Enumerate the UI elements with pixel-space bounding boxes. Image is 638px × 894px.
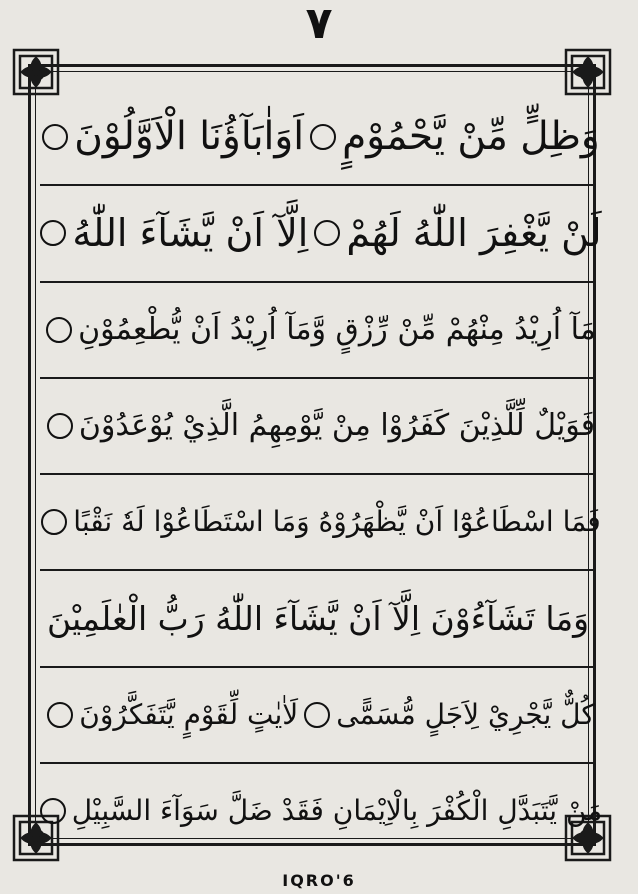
verse-segment: اِلَّآ اَنْ يَّشَآءَ اللّٰهُ [72,210,309,255]
verse-segment: وَمَا تَشَآءُوْنَ اِلَّآ اَنْ يَّشَآءَ اللّٰهُ رَبُّ الْعٰلَمِيْنَ [46,598,590,638]
verse-stop-icon [42,124,68,150]
verse-line-5 [40,475,601,571]
verse-segment: فَوَيْلٌ لِّلَّذِيْنَ كَفَرُوْا مِنْ يَّوْمِهِمُ الَّذِيْ يُوْعَدُوْنَ [78,407,596,443]
verse-line-1 [40,90,600,186]
verse-line-7 [40,668,596,764]
verse-stop-icon [304,702,330,728]
verse-segment: فَمَا اسْطَاعُوْٓا اَنْ يَّظْهَرُوْهُ وَمَا اسْتَطَاعُوْا لَهٗ نَقْبًا [73,505,601,539]
verse-lines [40,90,603,858]
verse-line-4 [40,379,596,475]
book-title-footer: IQRO'6 [282,871,356,890]
verse-segment: كُلٌّ يَّجْرِيْ لِاَجَلٍ مُّسَمًّى [336,697,595,731]
verse-stop-icon [310,124,336,150]
verse-stop-icon [41,509,67,535]
verse-line-2 [40,186,602,282]
verse-stop-icon [314,220,340,246]
verse-stop-icon [47,413,73,439]
verse-segment: مَآ اُرِيْدُ مِنْهُمْ مِّنْ رِّزْقٍ وَّمَآ اُرِيْدُ اَنْ يُّطْعِمُوْنِ [78,311,596,347]
verse-stop-icon [47,702,73,728]
verse-line-8 [40,764,603,858]
verse-stop-icon [40,798,66,824]
verse-line-6 [40,571,596,667]
ornamental-frame [10,50,614,860]
verse-segment: اَوَاٰبَآؤُنَا الْاَوَّلُوْنَ [74,113,305,159]
verse-segment: وَظِلٍّ مِّنْ يَّحْمُوْمٍ [342,113,600,159]
page-number: ٧ [305,0,333,49]
verse-segment: مَنْ يَّتَبَدَّلِ الْكُفْرَ بِالْاِيْمَانِ فَقَدْ ضَلَّ سَوَآءَ السَّبِيْلِ [71,794,603,828]
verse-stop-icon [40,220,66,246]
verse-segment: لَنْ يَّغْفِرَ اللّٰهُ لَهُمْ [346,210,602,255]
verse-line-3 [40,283,596,379]
verse-stop-icon [46,317,72,343]
verse-segment: لَاٰيٰتٍ لِّقَوْمٍ يَّتَفَكَّرُوْنَ [79,697,299,731]
